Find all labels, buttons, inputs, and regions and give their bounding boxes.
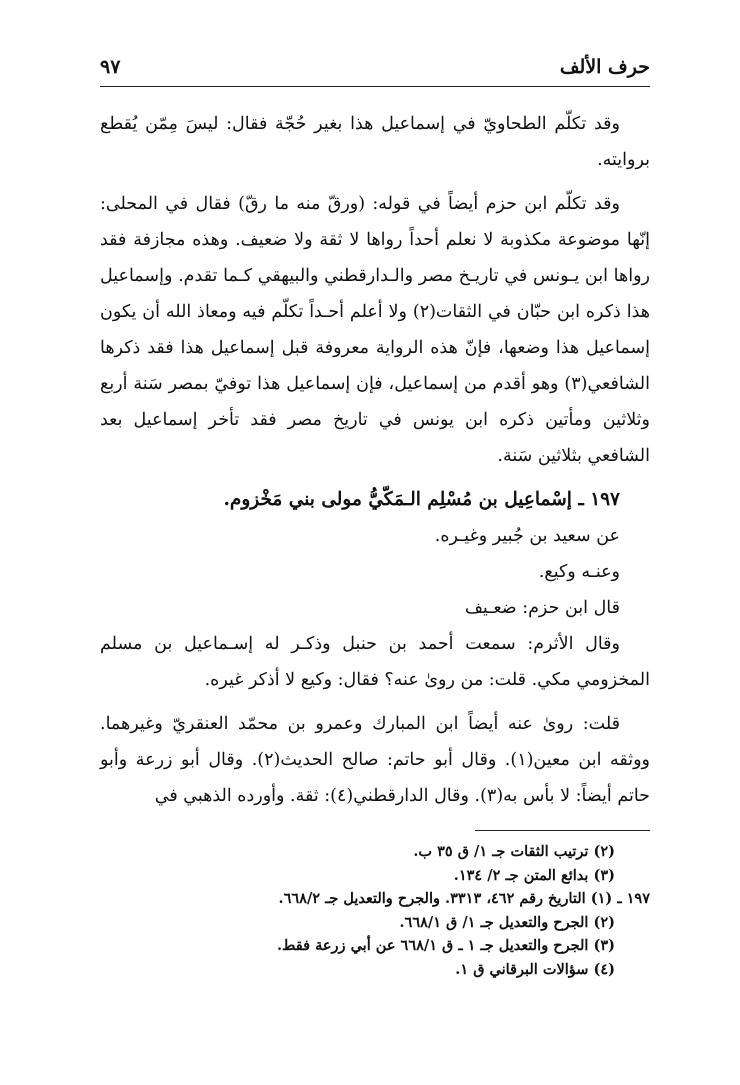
footnote: (٢) الجرح والتعديل جـ ١/ ق ٦٦٨/١.	[399, 913, 615, 931]
footnote-entry-197: ١٩٧ ـ (١) التاريخ رقم ٤٦٢، ٣٣١٣. والجرح والتعديل جـ ٦٦٨/٢.	[278, 890, 650, 907]
page-header	[100, 56, 650, 84]
footnote: (٢) ترتيب الثقات جـ ١/ ق ٣٥ ب.	[413, 843, 615, 860]
entry-narrated-from: عن سعيد بن جُبير وغيـره.	[434, 526, 620, 546]
paragraph-athram: وقال الأثرم: سمعت أحمد بن حنبل وذكـر له إسـماعيل بن مسلم المخزومي مكي. قلت: من روىٰ عنه؟ فقال: وكيع لا أذكر غيره.	[100, 634, 650, 690]
page-number: ٩٧	[100, 56, 121, 78]
paragraph-ibn-hazm: وقد تكلّم ابن حزم أيضاً في قوله: (ورقّ منه ما رقّ) فقال في المحلى: إنّها موضوعة مكذوبة لا نعلم أحداً رواها لا ثقة ولا ضعيف. وهذه مجازفة فقد رواها ابن يـونس في تاريـخ مصر والـدارقطني والبيهقي كـما تقدم. وإسماعيل هذا ذكره ابن حبّان في الثقات(٢) ولا أعلم أحـداً تكلّم فيه ومعاذ الله أن يكون إسماعيل هذا وضعها، فإنّ هذه الرواية معروفة قبل إسماعيل هذا فقد ذكرها الشافعي(٣) وهو أقدم من إسماعيل، فإن إسماعيل هذا توفيّ بمصر سَنة أربع وثلاثين ومأتين ذكره ابن يونس في تاريخ مصر فقد تأخر إسماعيل بعد الشافعي بثلاثين سَنة.	[100, 194, 650, 466]
footnote-rule	[475, 830, 650, 831]
footnote: (٤) سؤالات البرقاني ق ١.	[455, 960, 615, 978]
footnotes	[100, 840, 650, 981]
entry-heading: ١٩٧ ـ إسْماعِيل بن مُسْلِم الـمَكّيُّ مولى بني مَخْزوم.	[223, 489, 620, 510]
running-title: حرف الألف	[559, 56, 650, 78]
main-text	[100, 106, 650, 814]
header-rule	[100, 86, 650, 87]
footnote: (٣) الجرح والتعديل جـ ١ ـ ق ٦٦٨/١ عن أبي زرعة فقط.	[276, 937, 615, 954]
entry-narrators: وعنـه وكيع.	[538, 562, 620, 582]
paragraph-tahawi: وقد تكلّم الطحاويّ في إسماعيل هذا بغير حُجّة فقال: ليسَ مِمّن يُقطع بروايته.	[100, 114, 650, 170]
paragraph-gradings: قلت: روىٰ عنه أيضاً ابن المبارك وعمرو بن محمّد العنقريّ وغيرهما. ووثقه ابن معين(١). وقال أبو حاتم: صالح الحديث(٢). وقال أبو زرعة وأبو حاتم أيضاً: لا بأس به(٣). وقال الدارقطني(٤): ثقة. وأورده الذهبي في	[100, 714, 650, 806]
footnote: (٣) بدائع المتن جـ ٢/ ١٣٤.	[453, 866, 615, 884]
entry-ibn-hazm-verdict: قال ابن حزم: ضعـيف	[464, 598, 620, 618]
